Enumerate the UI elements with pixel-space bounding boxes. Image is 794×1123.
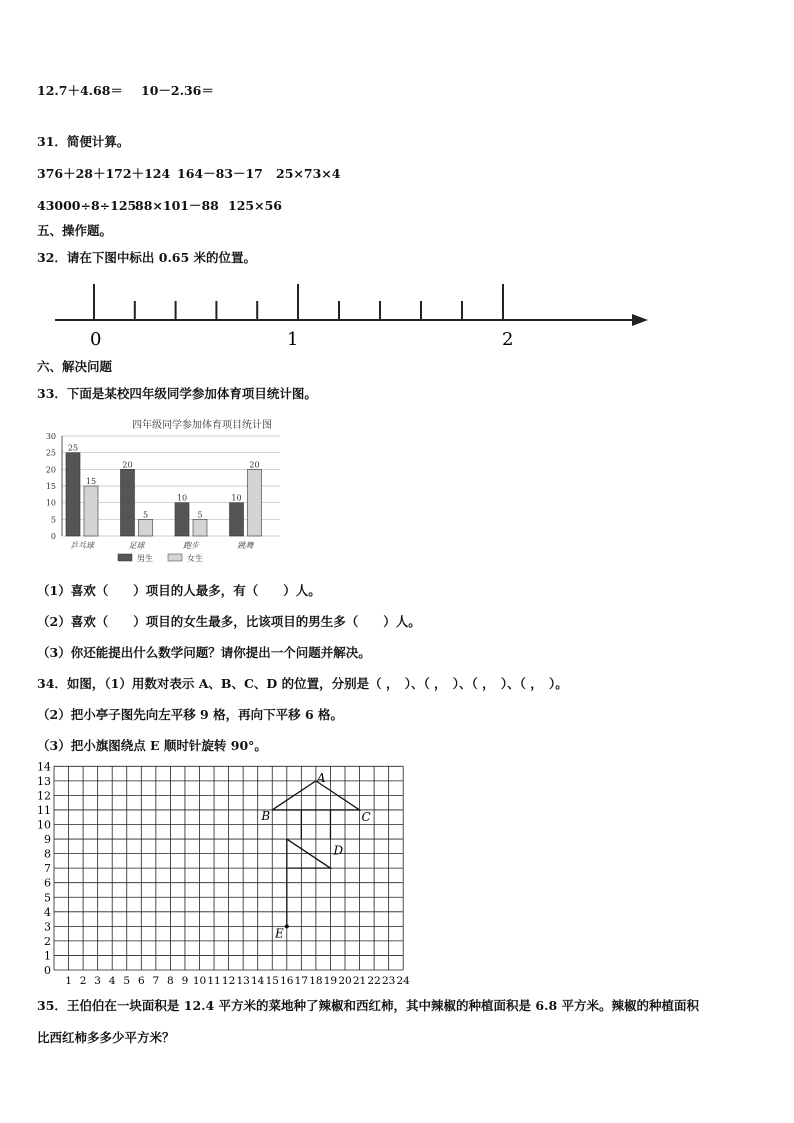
question-31-title: 31．简便计算。 — [37, 134, 130, 149]
bar-跳舞-男生 — [230, 503, 244, 536]
grid-y-num-0: 0 — [44, 964, 51, 977]
question-33-part-3: （3）你还能提出什么数学问题？请你提出一个问题并解决。 — [37, 645, 371, 660]
coordinate-grid — [30, 762, 410, 992]
grid-x-num-5: 5 — [123, 975, 131, 987]
grid-x-num-2: 2 — [79, 975, 87, 987]
chart-category-3: 跳舞 — [237, 541, 254, 550]
grid-y-num-10: 10 — [37, 818, 51, 832]
grid-x-num-9: 9 — [181, 975, 189, 987]
bar-label-跑步-女生: 5 — [197, 510, 203, 520]
bar-label-跳舞-男生: 10 — [231, 493, 242, 503]
bar-label-足球-男生: 20 — [122, 460, 133, 470]
chart-y-tick-5: 5 — [50, 515, 56, 525]
point-E-dot — [285, 924, 289, 928]
grid-y-num-4: 4 — [44, 905, 51, 919]
bar-足球-女生 — [139, 519, 153, 536]
grid-x-num-22: 22 — [367, 975, 381, 987]
grid-x-num-17: 17 — [294, 975, 309, 987]
question-31-item-5: 88×101－88 — [135, 198, 219, 213]
bar-label-乒乓球-男生: 25 — [67, 443, 79, 453]
grid-y-num-7: 7 — [44, 862, 51, 876]
bar-足球-男生 — [121, 469, 135, 536]
number-line-label-2: 2 — [502, 329, 514, 350]
grid-y-num-9: 9 — [44, 833, 51, 847]
grid-x-num-4: 4 — [108, 975, 116, 987]
grid-y-num-6: 6 — [44, 876, 51, 890]
calc-expression-2: 10－2.36＝ — [141, 83, 214, 98]
question-31-item-4: 43000÷8÷125 — [37, 198, 137, 213]
chart-y-tick-10: 10 — [45, 498, 56, 508]
grid-x-num-16: 16 — [280, 975, 294, 987]
grid-x-num-20: 20 — [338, 975, 352, 987]
grid-y-num-2: 2 — [44, 934, 51, 948]
grid-x-num-24: 24 — [396, 975, 410, 987]
chart-category-1: 足球 — [128, 541, 145, 550]
section-6-heading: 六、解决问题 — [37, 359, 113, 374]
question-34-part-2: （2）把小亭子图先向左平移 9 格，再向下平移 6 格。 — [37, 707, 344, 722]
question-35-line-1: 35．王伯伯在一块面积是 12.4 平方米的菜地种了辣椒和西红柿，其中辣椒的种植面积是 6.8 平方米。辣椒的种植面积 — [37, 998, 699, 1013]
grid-x-num-14: 14 — [251, 975, 265, 987]
chart-category-2: 跑步 — [183, 541, 199, 550]
legend-swatch-女生 — [168, 554, 182, 561]
question-33: 33．下面是某校四年级同学参加体育项目统计图。 — [37, 386, 317, 401]
grid-x-num-21: 21 — [352, 975, 367, 987]
bar-乒乓球-女生 — [84, 486, 98, 536]
grid-x-num-18: 18 — [309, 975, 323, 987]
question-31-item-3: 25×73×4 — [276, 166, 341, 181]
point-label-C: C — [361, 809, 371, 824]
grid-x-num-11: 11 — [207, 975, 221, 987]
number-line-label-0: 0 — [90, 329, 102, 350]
grid-x-num-12: 12 — [221, 975, 236, 987]
question-33-part-2: （2）喜欢（ ）项目的女生最多，比该项目的男生多（ ）人。 — [37, 614, 421, 629]
question-31-item-2: 164－83－17 — [177, 166, 263, 181]
grid-y-num-13: 13 — [37, 774, 51, 788]
grid-x-num-6: 6 — [137, 975, 145, 987]
chart-y-tick-0: 0 — [50, 532, 56, 541]
grid-x-num-7: 7 — [152, 975, 160, 987]
point-label-B: B — [261, 808, 271, 823]
grid-y-num-1: 1 — [44, 949, 51, 963]
grid-y-num-8: 8 — [44, 847, 51, 861]
grid-x-num-10: 10 — [192, 975, 207, 987]
grid-y-num-12: 12 — [37, 789, 51, 803]
chart-title: 四年级同学参加体育项目统计图 — [132, 420, 272, 431]
question-34-part-3: （3）把小旗图绕点 E 顺时针旋转 90°。 — [37, 738, 267, 753]
grid-x-num-19: 19 — [323, 975, 338, 987]
legend-label-女生: 女生 — [187, 554, 203, 563]
number-line — [0, 278, 794, 350]
calc-expression-1: 12.7＋4.68＝ — [37, 83, 123, 98]
grid-x-num-1: 1 — [65, 975, 72, 987]
bar-跳舞-女生 — [248, 469, 262, 536]
bar-乒乓球-男生 — [66, 453, 80, 536]
question-35-line-2: 比西红柿多多少平方米？ — [37, 1030, 175, 1045]
question-34-part-1: 34．如图，（1）用数对表示 A、B、C、D 的位置，分别是（ ， ）、（ ， ）、（ ， ）、（ ， ）。 — [37, 676, 568, 691]
point-label-E: E — [275, 926, 284, 941]
grid-x-num-15: 15 — [265, 975, 279, 987]
bar-label-足球-女生: 5 — [142, 510, 149, 520]
legend-swatch-男生 — [118, 554, 132, 561]
chart-y-tick-25: 25 — [45, 448, 56, 458]
question-31-item-1: 376＋28＋172＋124 — [37, 166, 171, 181]
number-line-arrow — [632, 314, 648, 326]
legend-label-男生: 男生 — [137, 554, 153, 563]
chart-y-tick-20: 20 — [45, 465, 56, 475]
grid-y-num-5: 5 — [44, 891, 51, 905]
chart-category-0: 乒乓球 — [70, 541, 94, 550]
bar-跑步-男生 — [175, 503, 189, 536]
section-5-heading: 五、操作题。 — [37, 223, 113, 238]
bar-label-跳舞-女生: 20 — [249, 460, 260, 470]
bar-label-跑步-男生: 10 — [176, 493, 188, 503]
question-32: 32．请在下图中标出 0.65 米的位置。 — [37, 250, 257, 265]
question-33-part-1: （1）喜欢（ ）项目的人最多，有（ ）人。 — [37, 583, 321, 598]
chart-y-tick-30: 30 — [45, 432, 56, 441]
point-label-A: A — [316, 770, 326, 785]
grid-x-num-13: 13 — [236, 975, 250, 987]
grid-y-num-11: 11 — [37, 803, 51, 817]
question-31-item-6: 125×56 — [228, 198, 282, 213]
grid-x-num-3: 3 — [94, 975, 101, 987]
point-label-D: D — [333, 843, 344, 858]
grid-y-num-14: 14 — [37, 762, 51, 774]
grid-y-num-3: 3 — [44, 920, 51, 934]
bar-chart — [32, 410, 292, 570]
grid-x-num-8: 8 — [167, 975, 174, 987]
grid-x-num-23: 23 — [381, 975, 396, 987]
bar-跑步-女生 — [193, 519, 207, 536]
chart-y-tick-15: 15 — [45, 482, 56, 491]
bar-label-乒乓球-女生: 15 — [85, 477, 97, 486]
number-line-label-1: 1 — [287, 329, 299, 350]
